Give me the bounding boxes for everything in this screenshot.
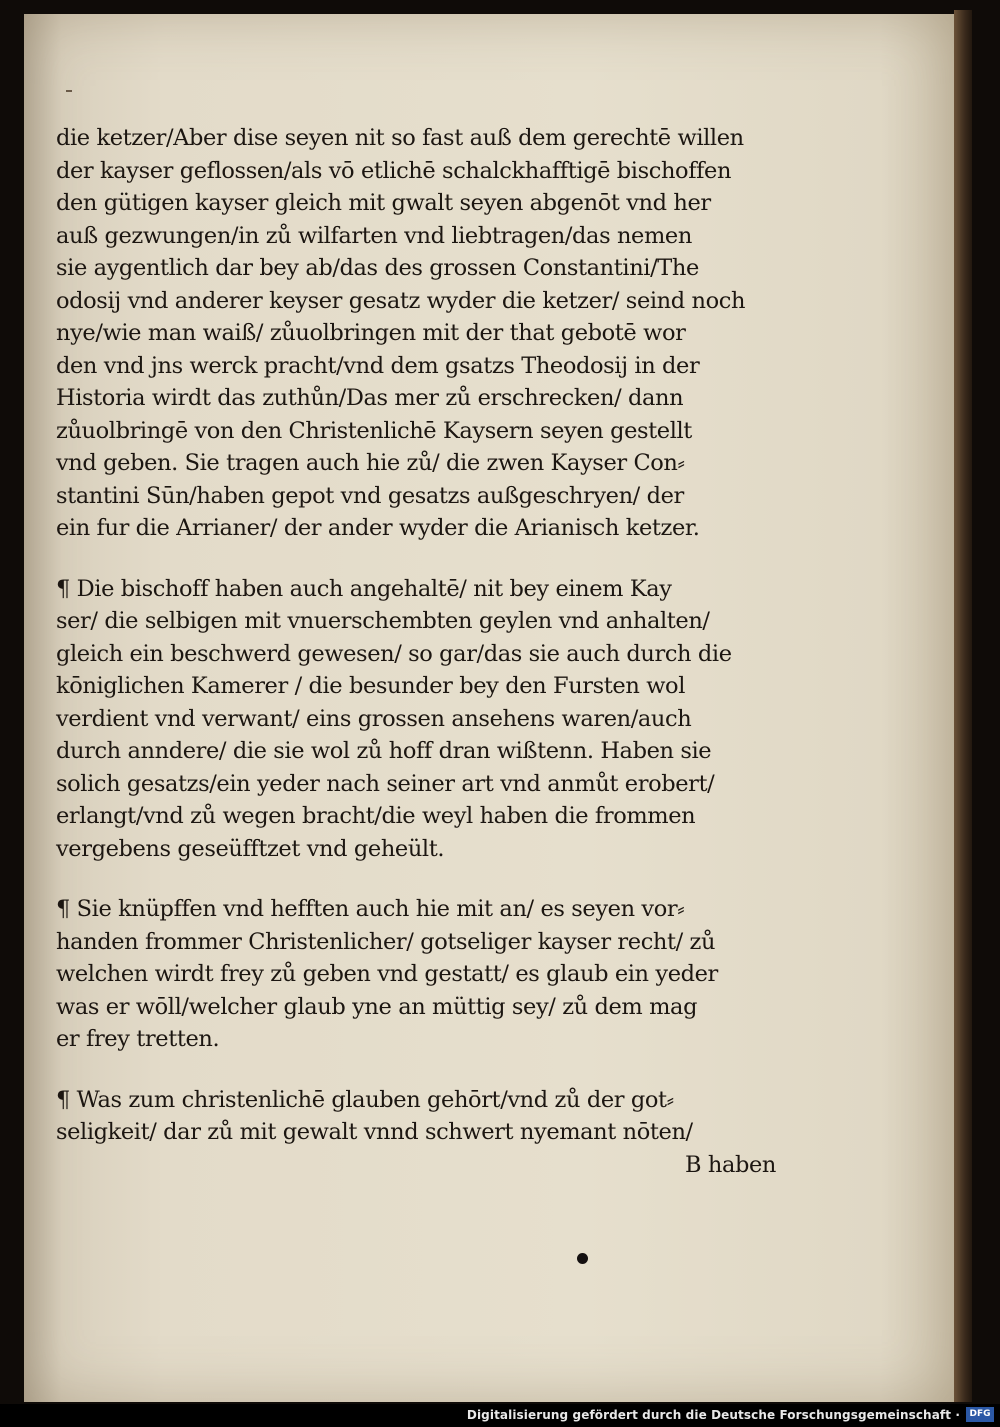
catchword: B haben	[684, 1151, 776, 1178]
paragraph-4	[56, 1084, 776, 1182]
text-line: welchen wirdt frey zů geben vnd gestatt/ es glaub ein yeder	[56, 961, 718, 987]
text-line: vnd geben. Sie tragen auch hie zů/ die zwen Kayser Con⸗	[56, 450, 685, 476]
text-line: solich gesatzs/ein yeder nach seiner art vnd anmůt erobert/	[56, 770, 715, 797]
paragraph-3	[56, 893, 776, 1056]
page-edge	[954, 10, 972, 1402]
text-line: sie aygentlich dar bey ab/das des grossen Constantini/The	[56, 255, 699, 281]
text-line: vergebens geseüfftzet vnd geheült.	[56, 835, 445, 862]
text-line: zůuolbringē von den Christenlichē Kaysern seyen gestellt	[56, 417, 692, 444]
text-line: ein fur die Arrianer/ der ander wyder die Arianisch ketzer.	[56, 515, 700, 541]
text-line: Historia wirdt das zuthůn/Das mer zů erschrecken/ dann	[56, 385, 684, 411]
text-line: ¶ Was zum christenlichē glauben gehōrt/vnd zů der got⸗	[56, 1086, 674, 1113]
text-line: handen frommer Christenlicher/ gotseliger kayser recht/ zů	[56, 928, 716, 955]
text-line: den gütigen kayser gleich mit gwalt seyen abgenōt vnd her	[56, 190, 711, 216]
text-line: nye/wie man waiß/ zůuolbringen mit der that gebotē wor	[56, 320, 686, 346]
text-line: gleich ein beschwerd gewesen/ so gar/das sie auch durch die	[56, 640, 732, 667]
text-line: ¶ Sie knüpffen vnd hefften auch hie mit an/ es seyen vor⸗	[56, 896, 685, 922]
paragraph-1	[56, 122, 776, 545]
text-line: was er wōll/welcher glaub yne an müttig sey/ zů dem mag	[56, 993, 698, 1020]
text-line: odosij vnd anderer keyser gesatz wyder die ketzer/ seind noch	[56, 287, 746, 314]
text-line: ser/ die selbigen mit vnuerschembten geylen vnd anhalten/	[56, 608, 710, 634]
funding-credit: Digitalisierung gefördert durch die Deutsche Forschungsgemeinschaft ·	[466, 1408, 960, 1422]
text-line: stantini Sūn/haben gepot vnd gesatzs außgeschryen/ der	[56, 482, 684, 509]
text-line: der kayser geflossen/als vō etlichē schalckhafftigē bischoffen	[56, 157, 732, 184]
paragraph-2	[56, 573, 776, 866]
dfg-logo-icon: DFG	[966, 1407, 994, 1422]
text-line: verdient vnd verwant/ eins grossen ansehens waren/auch	[56, 705, 692, 732]
text-line: ¶ Die bischoff haben auch angehaltē/ nit bey einem Kay	[56, 575, 672, 602]
ink-mark	[66, 90, 72, 92]
text-line: die ketzer/Aber dise seyen nit so fast auß dem gerechtē willen	[56, 125, 744, 151]
footer-bar	[0, 1404, 1000, 1427]
text-line: auß gezwungen/in zů wilfarten vnd liebtragen/das nemen	[56, 222, 692, 249]
text-line: seligkeit/ dar zů mit gewalt vnnd schwert nyemant nōten/	[56, 1119, 693, 1145]
text-line: erlangt/vnd zů wegen bracht/die weyl haben die frommen	[56, 803, 696, 829]
text-line: durch anndere/ die sie wol zů hoff dran wißtenn. Haben sie	[56, 738, 712, 764]
text-line: er frey tretten.	[56, 1026, 220, 1052]
text-line: den vnd jns werck pracht/vnd dem gsatzs Theodosij in der	[56, 352, 700, 379]
page-text	[56, 122, 776, 1209]
text-line: kōniglichen Kamerer / die besunder bey den Fursten wol	[56, 673, 685, 699]
ink-dot	[577, 1253, 588, 1264]
